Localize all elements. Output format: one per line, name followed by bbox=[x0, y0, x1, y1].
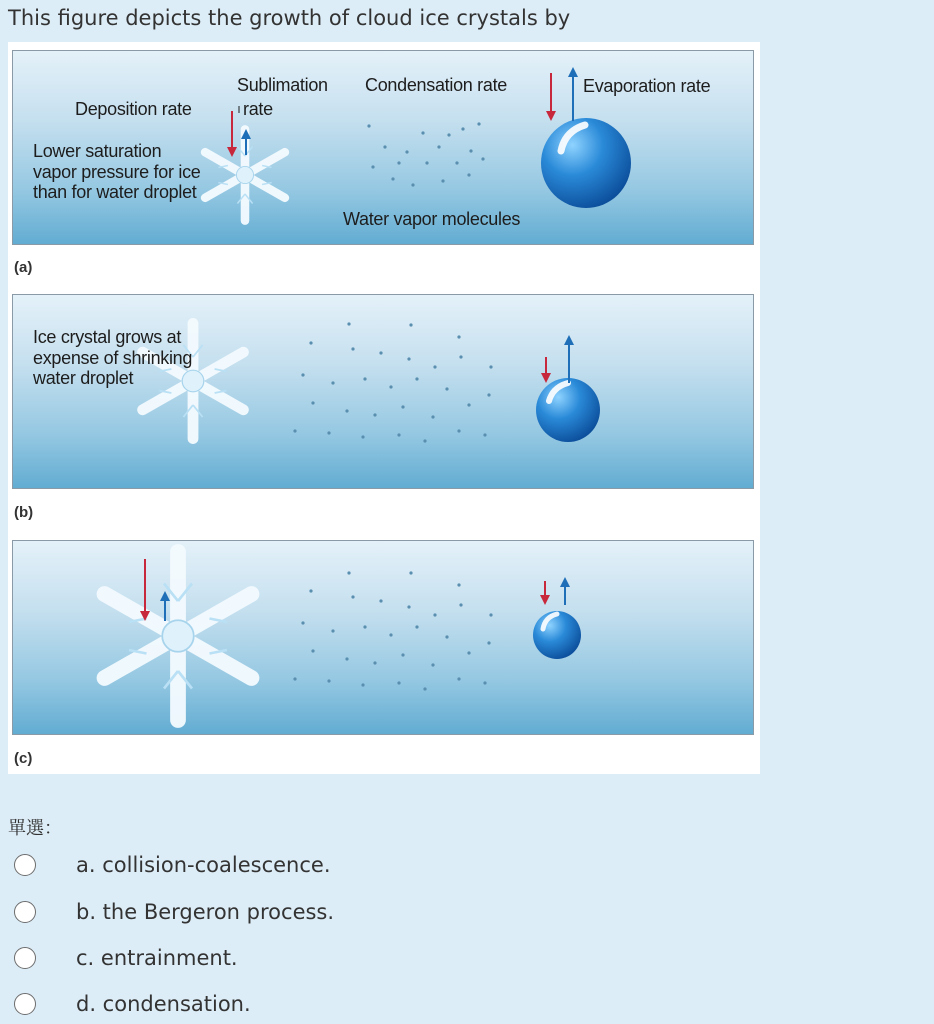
vapor-molecules-label: Water vapor molecules bbox=[343, 209, 521, 229]
option-c-text: c. entrainment. bbox=[76, 946, 238, 970]
option-a-text: a. collision-coalescence. bbox=[76, 853, 331, 877]
option-c[interactable] bbox=[14, 943, 514, 973]
panel-c-drawing bbox=[13, 541, 753, 734]
radio-c[interactable] bbox=[14, 947, 36, 969]
panel-c bbox=[12, 540, 754, 735]
panel-b bbox=[12, 294, 754, 489]
sublimation-label: Sublimation bbox=[237, 75, 328, 95]
panel-b-drawing bbox=[13, 295, 753, 488]
option-b[interactable] bbox=[14, 897, 514, 927]
panel-a bbox=[12, 50, 754, 245]
option-d[interactable] bbox=[14, 989, 514, 1019]
panel-b-label: (b) bbox=[14, 504, 34, 521]
panel-c-label: (c) bbox=[14, 750, 33, 767]
panel-a-label: (a) bbox=[14, 259, 33, 276]
option-d-text: d. condensation. bbox=[76, 992, 251, 1016]
ice-crystal-grows-label: Ice crystal grows at expense of shrinking water droplet bbox=[33, 327, 193, 389]
option-a[interactable] bbox=[14, 850, 514, 880]
figure bbox=[8, 42, 760, 774]
lower-saturation-label: Lower saturation vapor pressure for ice than for water droplet bbox=[33, 141, 201, 203]
condensation-rate-label: Condensation rate bbox=[365, 75, 508, 95]
option-b-text: b. the Bergeron process. bbox=[76, 900, 335, 924]
evaporation-rate-label: Evaporation rate bbox=[583, 76, 711, 96]
question-text: This figure depicts the growth of cloud ice crystals by bbox=[8, 6, 571, 30]
deposition-rate-label: Deposition rate bbox=[75, 99, 192, 119]
single-choice-label: 單選： bbox=[8, 818, 62, 839]
radio-d[interactable] bbox=[14, 993, 36, 1015]
sublimation-rate-label: rate bbox=[243, 99, 273, 119]
radio-a[interactable] bbox=[14, 854, 36, 876]
radio-b[interactable] bbox=[14, 901, 36, 923]
